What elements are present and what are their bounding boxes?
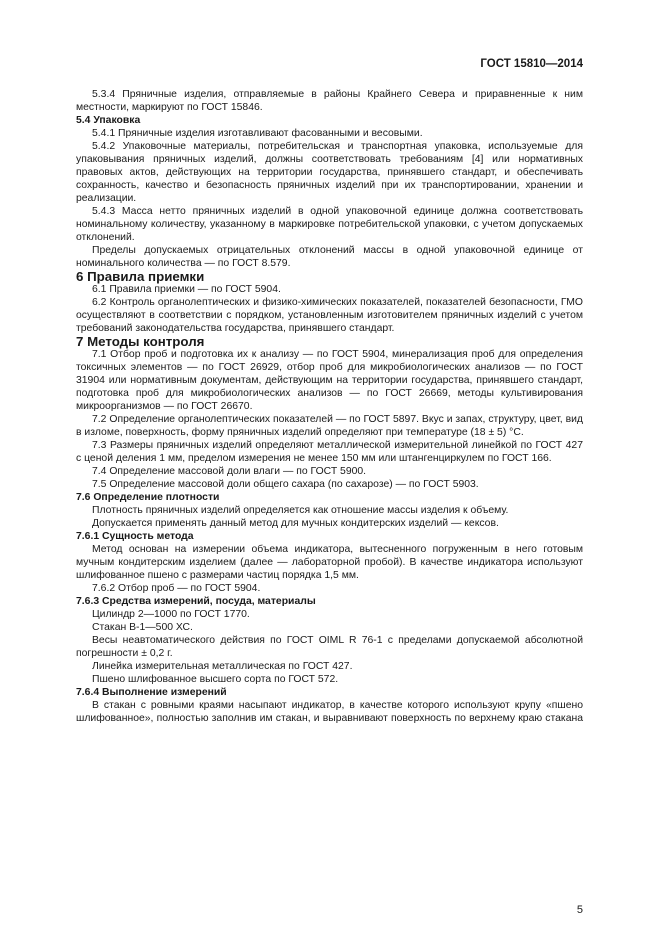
paragraph-7-6-density: Плотность пряничных изделий определяется как отношение массы изделия к объему. [92, 505, 509, 516]
paragraph-6-1: 6.1 Правила приемки — по ГОСТ 5904. [92, 284, 281, 295]
paragraph-7-3: 7.3 Размеры пряничных изделий определяют металлической измерительной линейкой по ГОСТ 427 с ценой деления 1 мм, пределом измерения не менее 150 мм или штангенциркулем по ГОСТ 166. [76, 440, 583, 464]
item-millet: Пшено шлифованное высшего сорта по ГОСТ 572. [92, 674, 339, 685]
heading-7-6-1: 7.6.1 Сущность метода [76, 531, 194, 542]
paragraph-6-2: 6.2 Контроль органолептических и физико-химических показателей, показателей безопасности, ГМО осуществляют в соответствии с порядком, установленным изготовителем пряничных изделий с учетом требований законодательства государства, принявшего стандарт. [76, 297, 583, 334]
paragraph-5-4-3: 5.4.3 Масса нетто пряничных изделий в одной упаковочной единице должна соответствовать номинальному количеству, указанному в маркировке потребительской упаковки, с учетом допускаемых отклонений. [76, 206, 583, 243]
document-code: ГОСТ 15810—2014 [480, 58, 583, 70]
page-number: 5 [576, 904, 583, 916]
heading-7-6-4: 7.6.4 Выполнение измерений [76, 687, 227, 698]
paragraph-7-1: 7.1 Отбор проб и подготовка их к анализу — по ГОСТ 5904, минерализация проб для определения токсичных элементов — по ГОСТ 26929, отбор проб для микробиологических анализов — по ГОСТ 31904 или нормативным документам, действующим на территории государства, принявшего стандарт, подготовка проб для микробиологических анализов — по ГОСТ 26669, методы культивирования микроорганизмов — по ГОСТ 26670. [76, 349, 583, 412]
paragraph-7-6-2: 7.6.2 Отбор проб — по ГОСТ 5904. [92, 583, 261, 594]
heading-7-6: 7.6 Определение плотности [76, 492, 220, 503]
paragraph-5-4-3-limits: Пределы допускаемых отрицательных отклонений массы в одной упаковочной единице от номинального количества — по ГОСТ 8.579. [76, 245, 583, 269]
paragraph-5-3-4: 5.3.4 Пряничные изделия, отправляемые в районы Крайнего Севера и приравненные к ним местности, маркируют по ГОСТ 15846. [76, 89, 583, 113]
paragraph-7-2: 7.2 Определение органолептических показателей — по ГОСТ 5897. Вкус и запах, структуру, цвет, вид в изломе, поверхность, форму пряничных изделий определяют при температуре (18 ± 5) °С. [76, 414, 583, 438]
heading-5-4: 5.4 Упаковка [76, 115, 141, 126]
heading-7-6-3: 7.6.3 Средства измерений, посуда, материалы [76, 596, 316, 607]
section-heading-6: 6 Правила приемки [76, 269, 205, 284]
paragraph-7-6-4: В стакан с ровными краями насыпают индикатор, в качестве которого используют крупу «пшено шлифованное», полностью заполнив им стакан, и выравнивают поверхность по верхнему краю стакана [76, 700, 583, 724]
item-scales: Весы неавтоматического действия по ГОСТ OIML R 76-1 с пределами допускаемой абсолютной погрешности ± 0,2 г. [76, 635, 583, 659]
item-ruler: Линейка измерительная металлическая по ГОСТ 427. [92, 661, 353, 672]
page-content [76, 88, 583, 725]
paragraph-7-6-1: Метод основан на измерении объема индикатора, вытесненного погруженным в него готовым мучным кондитерским изделием (далее — лабораторной пробой). В качестве индикатора используют шлифованное пшено с размерами частиц порядка 1,5 мм. [76, 544, 583, 581]
section-heading-7: 7 Методы контроля [76, 334, 205, 349]
paragraph-7-5: 7.5 Определение массовой доли общего сахара (по сахарозе) — по ГОСТ 5903. [92, 479, 479, 490]
paragraph-7-4: 7.4 Определение массовой доли влаги — по ГОСТ 5900. [92, 466, 367, 477]
paragraph-5-4-1: 5.4.1 Пряничные изделия изготавливают фасованными и весовыми. [92, 128, 423, 139]
paragraph-7-6-cakes: Допускается применять данный метод для мучных кондитерских изделий — кексов. [92, 518, 499, 529]
item-beaker: Стакан В-1—500 ХС. [92, 622, 193, 633]
paragraph-5-4-2: 5.4.2 Упаковочные материалы, потребительская и транспортная упаковка, используемые для упаковывания пряничных изделий, должны соответствовать требованиям [4] или нормативных правовых актов, действующих на территории государства, принявшего стандарт, и обеспечивать сохранность, качество и безопасность пряничных изделий при их транспортировании, хранении и реализации. [76, 141, 583, 204]
item-cylinder: Цилиндр 2—1000 по ГОСТ 1770. [92, 609, 250, 620]
